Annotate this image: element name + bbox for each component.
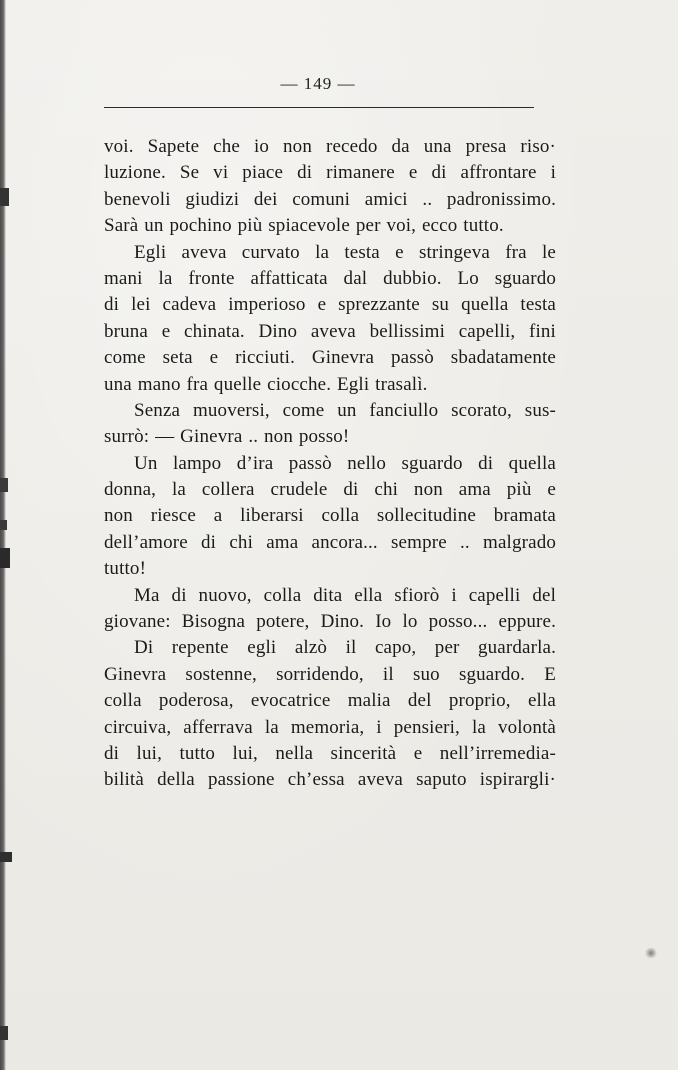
text-line: voi. Sapete che io non recedo da una presa riso· <box>104 136 556 157</box>
text-line: colla poderosa, evocatrice malia del proprio, ella <box>104 690 556 712</box>
text-line: Ma di nuovo, colla dita ella sfiorò i capelli del <box>134 584 556 606</box>
text-line: giovane: Bisogna potere, Dino. Io lo posso... eppure. <box>104 611 556 633</box>
text-line: circuiva, afferrava la memoria, i pensieri, la volontà <box>104 716 556 738</box>
binding-marks <box>0 0 14 1070</box>
ink-smudge <box>644 948 658 958</box>
page-header <box>102 74 534 94</box>
text-line: di lei cadeva imperioso e sprezzante su quella testa <box>104 294 556 316</box>
text-line: come seta e ricciuti. Ginevra passò sbadatamente <box>104 347 556 369</box>
text-line: Ginevra sostenne, sorridendo, il suo sguardo. E <box>104 663 556 685</box>
text-line: luzione. Se vi piace di rimanere e di affrontare i <box>104 162 556 184</box>
text-line: mani la fronte affatticata dal dubbio. Lo sguardo <box>104 267 556 289</box>
text-line: Un lampo d’ira passò nello sguardo di quella <box>134 452 556 474</box>
body-text <box>104 134 556 794</box>
text-line: tutto! <box>104 558 147 580</box>
text-line: benevoli giudizi dei comuni amici .. padronissimo. <box>104 188 556 210</box>
text-line: donna, la collera crudele di chi non ama più e <box>104 479 556 501</box>
text-line: bruna e chinata. Dino aveva bellissimi capelli, fini <box>104 320 556 342</box>
text-line: Di repente egli alzò il capo, per guardarla. <box>134 637 556 659</box>
text-line: Senza muoversi, come un fanciullo scorato, sus- <box>134 399 556 421</box>
text-line: di lui, tutto lui, nella sincerità e nell’irremedia- <box>104 742 556 764</box>
header-rule <box>104 107 534 108</box>
text-line: dell’amore di chi ama ancora... sempre .. malgrado <box>104 531 556 553</box>
text-line: surrò: — Ginevra .. non posso! <box>104 426 350 448</box>
text-line: Egli aveva curvato la testa e stringeva fra le <box>134 241 556 263</box>
text-line: bilità della passione ch’essa aveva saputo ispirargli· <box>104 769 556 791</box>
text-line: Sarà un pochino più spiacevole per voi, ecco tutto. <box>104 215 504 237</box>
text-line: non riesce a liberarsi colla sollecitudine bramata <box>104 505 556 527</box>
page-number: — 149 — <box>280 74 356 93</box>
text-line: una mano fra quelle ciocche. Egli trasalì. <box>104 373 428 395</box>
